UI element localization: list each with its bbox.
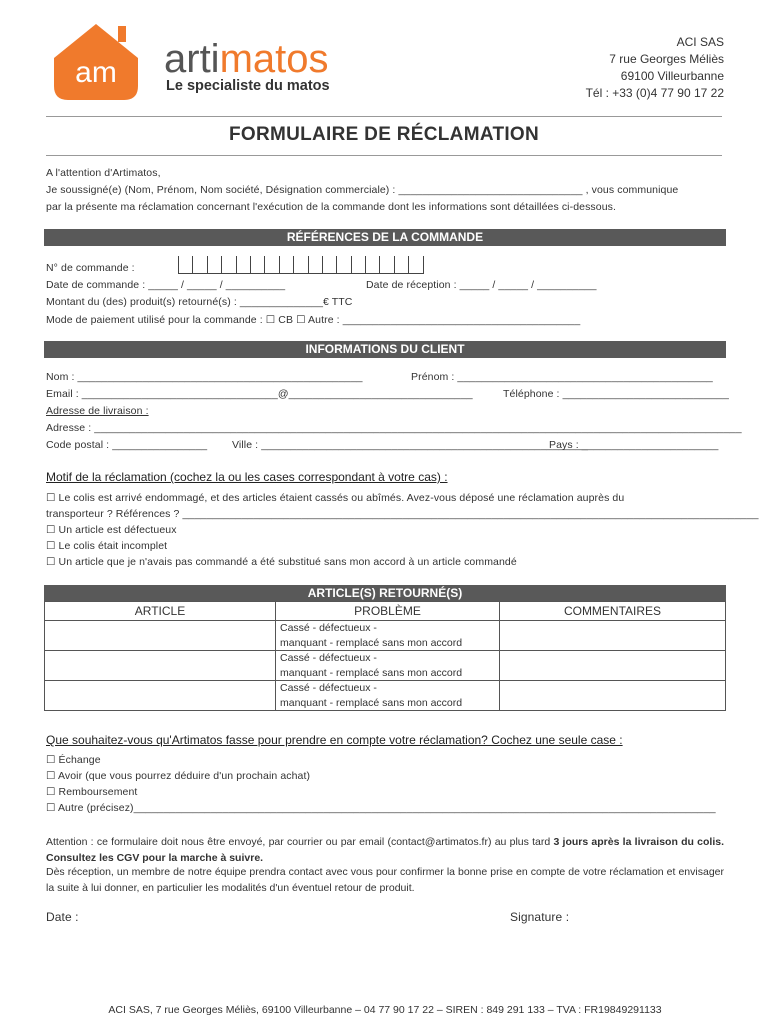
reason-option-defective[interactable]: ☐ Un article est défectueux xyxy=(46,524,177,536)
intro-line-3: par la présente ma réclamation concernant l'exécution de la commande dont les informations sont détaillées ci-dessous. xyxy=(46,201,617,213)
comment-cell[interactable] xyxy=(500,651,726,681)
problem-cell[interactable]: Cassé - défectueux - manquant - remplacé sans mon accord xyxy=(276,621,500,651)
divider xyxy=(46,155,722,156)
company-name: ACI SAS xyxy=(676,35,724,49)
divider xyxy=(46,116,722,117)
amount-field[interactable]: Montant du (des) produit(s) retourné(s) : ______________€ TTC xyxy=(46,296,353,308)
prenom-field[interactable]: Prénom : ___________________________________________ xyxy=(411,371,713,383)
company-address xyxy=(586,34,724,102)
col-commentaires: COMMENTAIRES xyxy=(500,602,726,621)
intro-line-1: A l'attention d'Artimatos, xyxy=(46,167,161,179)
delivery-address-label: Adresse de livraison : xyxy=(46,405,149,417)
col-probleme: PROBLÈME xyxy=(276,602,500,621)
problem-cell[interactable]: Cassé - défectueux - manquant - remplacé sans mon accord xyxy=(276,681,500,711)
nom-field[interactable]: Nom : ________________________________________________ xyxy=(46,371,363,383)
request-option-exchange[interactable]: ☐ Échange xyxy=(46,754,101,766)
comment-cell[interactable] xyxy=(500,621,726,651)
country-field[interactable]: Pays : _______________________ xyxy=(549,439,719,451)
reason-carrier-references[interactable]: transporteur ? Références ? _________________________________________________________________________________________________ xyxy=(46,508,759,520)
problem-cell[interactable]: Cassé - défectueux - manquant - remplacé sans mon accord xyxy=(276,651,500,681)
telephone-field[interactable]: Téléphone : ____________________________ xyxy=(503,388,729,400)
attention-notice: Attention : ce formulaire doit nous être envoyé, par courrier ou par email (contact@artimatos.fr) au plus tard 3 jours après la livraison du colis. Consultez les CGV pour la marche à suivre. xyxy=(46,836,724,864)
date-label[interactable]: Date : xyxy=(46,910,79,924)
page-title: FORMULAIRE DE RÉCLAMATION xyxy=(228,124,540,145)
svg-text:am: am xyxy=(75,56,117,89)
postal-code-field[interactable]: Code postal : ________________ xyxy=(46,439,208,451)
request-option-credit[interactable]: ☐ Avoir (que vous pourrez déduire d'un prochain achat) xyxy=(46,770,311,782)
col-article: ARTICLE xyxy=(45,602,276,621)
reason-option-incomplete[interactable]: ☐ Le colis était incomplet xyxy=(46,540,168,552)
svg-text:artimatos: artimatos xyxy=(164,37,329,81)
request-option-refund[interactable]: ☐ Remboursement xyxy=(46,786,138,798)
company-phone: Tél : +33 (0)4 77 90 17 22 xyxy=(585,86,724,100)
order-date-field[interactable]: Date de commande : _____ / _____ / __________ xyxy=(46,279,286,291)
company-street: 7 rue Georges Méliès xyxy=(609,52,724,66)
table-row xyxy=(45,681,726,711)
comment-cell[interactable] xyxy=(500,681,726,711)
article-cell[interactable] xyxy=(45,651,276,681)
returned-articles-table xyxy=(44,601,726,711)
request-heading: Que souhaitez-vous qu'Artimatos fasse pour prendre en compte votre réclamation? Cochez une seule case : xyxy=(46,733,623,747)
company-city: 69100 Villeurbanne xyxy=(620,69,724,83)
order-number-boxes[interactable] xyxy=(178,256,424,274)
intro-line-2[interactable]: Je soussigné(e) (Nom, Prénom, Nom société, Désignation commerciale) : _______________________________ , vous communique xyxy=(46,184,679,196)
returned-articles-header: ARTICLE(S) RETOURNÉ(S) xyxy=(44,585,726,602)
article-cell[interactable] xyxy=(45,681,276,711)
reason-option-damaged[interactable]: ☐ Le colis est arrivé endommagé, et des articles étaient cassés ou abîmés. Avez-vous déposé une réclamation auprès du xyxy=(46,492,625,504)
address-field[interactable]: Adresse : _____________________________________________________________________________________________________________ xyxy=(46,422,742,434)
article-cell[interactable] xyxy=(45,621,276,651)
city-field[interactable]: Ville : _______________________________________________________ xyxy=(232,439,588,451)
request-option-other[interactable]: ☐ Autre (précisez)__________________________________________________________________________________________________ xyxy=(46,802,716,814)
receipt-date-field[interactable]: Date de réception : _____ / _____ / __________ xyxy=(366,279,597,291)
reason-option-substituted[interactable]: ☐ Un article que je n'avais pas commandé a été substitué sans mon accord à un article commandé xyxy=(46,556,517,568)
followup-text: Dès réception, un membre de notre équipe prendra contact avec vous pour confirmer la bonne prise en compte de votre réclamation et envisager la suite à lui donner, en particulier les modalités d'un éventuel retour de produit. xyxy=(46,866,724,894)
order-references-header: RÉFÉRENCES DE LA COMMANDE xyxy=(44,229,726,246)
artimatos-logo xyxy=(46,16,356,106)
client-info-header: INFORMATIONS DU CLIENT xyxy=(44,341,726,358)
payment-method-field[interactable]: Mode de paiement utilisé pour la commande : ☐ CB ☐ Autre : ________________________________________ xyxy=(46,314,581,326)
svg-text:Le specialiste du matos: Le specialiste du matos xyxy=(166,78,330,94)
order-number-label: N° de commande : xyxy=(46,262,135,274)
reason-heading: Motif de la réclamation (cochez la ou les cases correspondant à votre cas) : xyxy=(46,470,448,484)
table-row xyxy=(45,621,726,651)
page-footer: ACI SAS, 7 rue Georges Méliès, 69100 Villeurbanne – 04 77 90 17 22 – SIREN : 849 291 133 – TVA : FR19849291133 xyxy=(108,1004,662,1016)
table-row xyxy=(45,651,726,681)
email-field[interactable]: Email : _________________________________@_______________________________ xyxy=(46,388,473,400)
signature-label[interactable]: Signature : xyxy=(510,910,570,924)
